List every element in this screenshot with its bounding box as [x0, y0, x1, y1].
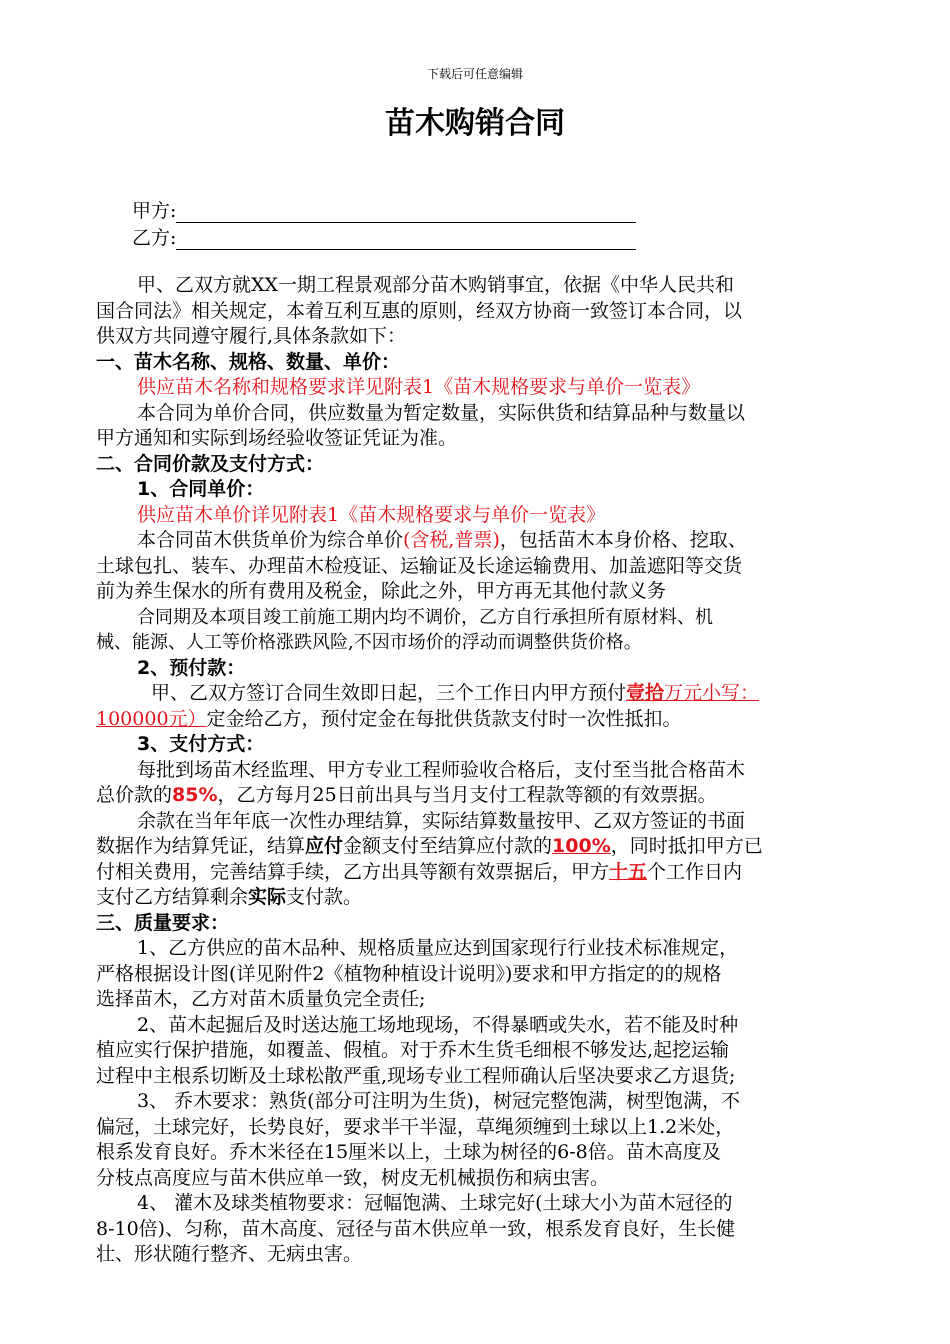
section-2-heading: 二、合同价款及支付方式：: [96, 452, 325, 475]
document-title: 苗木购销合同: [385, 106, 565, 141]
section-3-line: 8-10倍)、匀称，苗木高度、冠径与苗木供应单一致，根系发育良好，生长健: [96, 1217, 736, 1240]
section-2-sub3-line: [96, 885, 864, 911]
section-3-line: 2、苗木起掘后及时送达施工场地现场，不得暴晒或失水，若不能及时种: [137, 1013, 739, 1036]
section-2-sub1-heading: 1、合同单价：: [137, 478, 265, 500]
section-3-line: 分枝点高度应与苗木供应单一致，树皮无机械损伤和病虫害。: [96, 1166, 610, 1189]
section-2-sub1-line: 合同期及本项目竣工前施工期内均不调价，乙方自行承担所有原材料、机: [137, 606, 713, 628]
party-a-label: 甲方:: [132, 200, 177, 222]
section-2-sub2-heading: 2、预付款：: [137, 656, 246, 679]
text-run: 本合同苗木供货单价为综合单价: [137, 529, 404, 551]
amount-unit: 万元: [664, 682, 703, 704]
section-2-sub1-line: 土球包扎、装车、办理苗木检疫证、运输证及长途运输费用、加盖遮阳等交货: [96, 554, 743, 577]
section-3-line: 1、乙方供应的苗木品种、规格质量应达到国家现行行业技术标准规定，: [137, 937, 739, 959]
payment-percent: 85%: [172, 784, 218, 806]
emphasis: 应付: [305, 835, 344, 857]
tax-note: (含税,普票): [403, 529, 500, 551]
section-2-sub3-line: 余款在当年年底一次性办理结算，实际结算数量按甲、乙双方签证的书面: [137, 809, 746, 832]
section-2-sub1-line: 前为养生保水的所有费用及税金，除此之外，甲方再无其他付款义务: [96, 580, 667, 602]
text-run: ，乙方每月25日前出具与当月支付工程款等额的有效票据。: [217, 784, 717, 806]
intro-line: 国合同法》相关规定，本着互利互惠的原则，经双方协商一致签订本合同，以: [96, 299, 743, 322]
section-3-line: 偏冠，土球完好，长势良好，要求半干半湿，草绳须缠到土球以上1.2米处，: [96, 1115, 735, 1138]
text-run: 支付乙方结算剩余: [96, 886, 249, 908]
settlement-percent: 100%: [552, 835, 611, 857]
header-note: 下载后可任意编辑: [426, 67, 523, 81]
text-run: 甲、乙双方签订合同生效即日起，三个工作日内甲方预付: [151, 682, 627, 704]
contract-body: [96, 273, 864, 1268]
section-2-sub3-heading: 3、支付方式：: [137, 733, 265, 755]
section-2-sub3-line: [96, 834, 864, 860]
party-a-row: [132, 199, 636, 223]
section-1-line: 本合同为单价合同，供应数量为暂定数量，实际供货和结算品种与数量以: [137, 401, 746, 424]
working-days: 十五: [609, 860, 648, 883]
section-3-line: 选择苗木，乙方对苗木质量负完全责任;: [96, 988, 426, 1010]
text-run: 总价款的: [96, 784, 173, 806]
text-run: 支付款。: [286, 886, 363, 908]
section-3-line: 过程中主根系切断及土球松散严重,现场专业工程师确认后坚决要求乙方退货;: [96, 1064, 736, 1087]
party-b-row: [132, 226, 636, 250]
section-3-line: 壮、形状随行整齐、无病虫害。: [96, 1243, 363, 1265]
amount-number: 100000元）: [96, 707, 207, 730]
text-run: 个工作日内: [647, 860, 743, 883]
section-1-line: 甲方通知和实际到场经验收签证凭证为准。: [96, 427, 458, 449]
intro-line: 甲、乙双方就XX一期工程景观部分苗木购销事宜，依据《中华人民共和: [137, 274, 735, 296]
section-3-line: 植应实行保护措施，如覆盖、假植。对于乔木生货毛细根不够发达,起挖运输: [96, 1039, 730, 1061]
section-2-sub3-line: [96, 860, 864, 886]
section-2-sub1-red-note: 供应苗木单价详见附表1《苗木规格要求与单价一览表》: [137, 503, 606, 526]
text-run: 金额支付至结算应付款的: [343, 835, 553, 857]
amount-small-label: 小写：: [702, 682, 760, 704]
section-3-line: 根系发育良好。乔木米径在15厘米以上，土球为树径的6-8倍。苗木高度及: [96, 1141, 721, 1163]
amount-chinese: 壹拾: [626, 682, 665, 704]
text-run: ，包括苗木本身价格、挖取、: [499, 529, 747, 551]
text-run: 付相关费用，完善结算手续，乙方出具等额有效票据后，甲方: [96, 860, 610, 883]
text-run: ，同时抵扣甲方已: [610, 835, 763, 857]
section-3-line: 4、 灌木及球类植物要求：冠幅饱满、土球完好(土球大小为苗木冠径的: [137, 1192, 733, 1214]
party-a-blank-line: [176, 203, 636, 223]
section-2-sub2-line: [96, 707, 864, 733]
section-2-sub1-line: [96, 528, 864, 554]
section-1-heading: 一、苗木名称、规格、数量、单价：: [96, 350, 401, 373]
section-3-line: 严格根据设计图(详见附件2《植物种植设计说明》)要求和甲方指定的的规格: [96, 962, 722, 985]
section-1-red-note: 供应苗木名称和规格要求详见附表1《苗木规格要求与单价一览表》: [137, 376, 701, 398]
section-3-line: 3、 乔木要求：熟货(部分可注明为生货)，树冠完整饱满，树型饱满，不: [137, 1090, 740, 1112]
section-3-heading: 三、质量要求：: [96, 911, 230, 934]
section-2-sub3-line: [96, 783, 864, 809]
party-b-label: 乙方:: [132, 227, 177, 249]
intro-line: 供双方共同遵守履行,具体条款如下：: [96, 325, 407, 347]
section-2-sub1-line: 械、能源、人工等价格涨跌风险,不因市场价的浮动而调整供货价格。: [96, 632, 642, 653]
party-b-blank-line: [176, 230, 636, 250]
text-run: 定金给乙方，预付定金在每批供货款支付时一次性抵扣。: [206, 707, 682, 730]
emphasis: 实际: [248, 886, 287, 908]
section-2-sub3-line: 每批到场苗木经监理、甲方专业工程师验收合格后，支付至当批合格苗木: [137, 758, 746, 781]
section-2-sub2-line: [96, 681, 864, 707]
text-run: 数据作为结算凭证，结算: [96, 835, 306, 857]
